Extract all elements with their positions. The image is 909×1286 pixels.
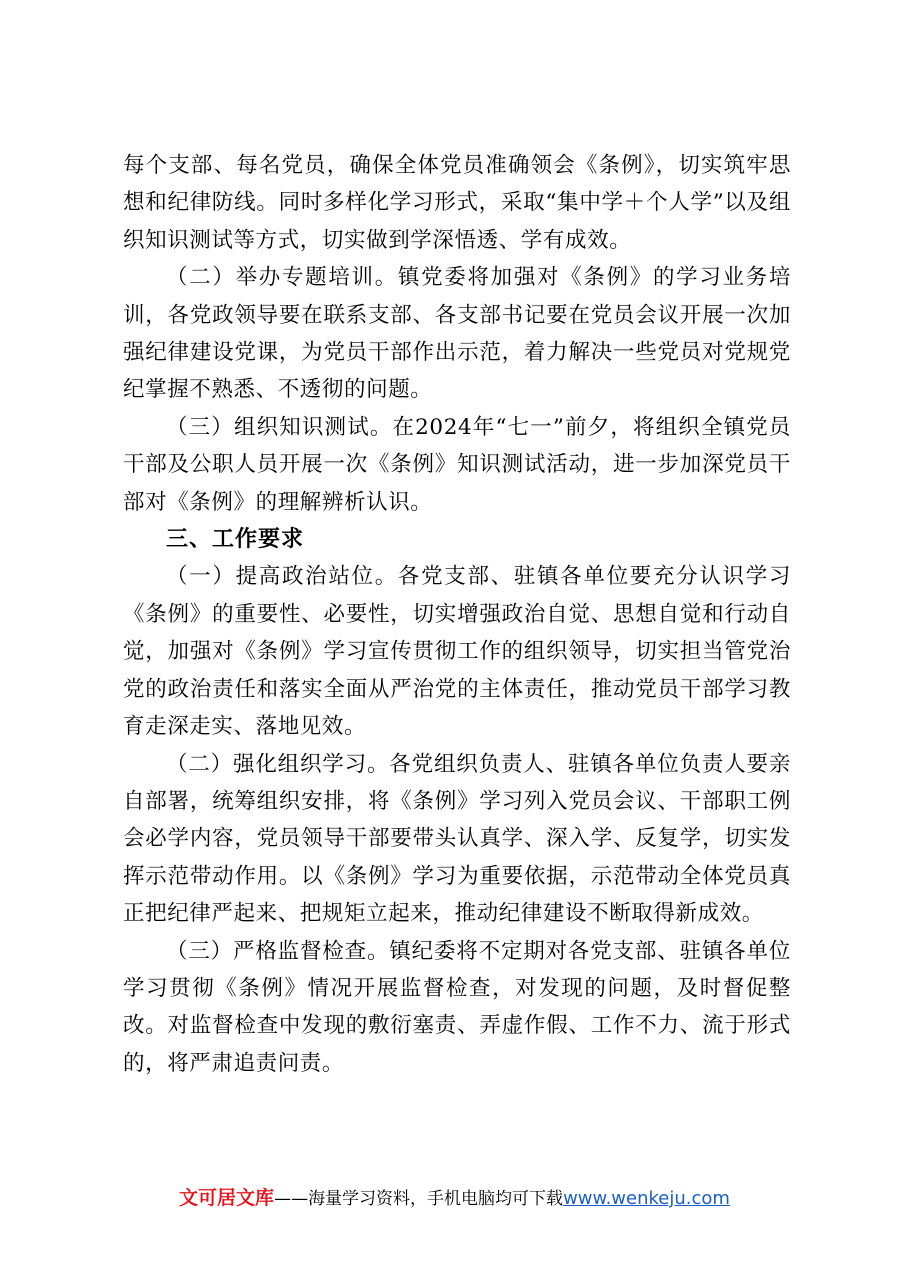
paragraph: （二）强化组织学习。各党组织负责人、驻镇各单位负责人要亲自部署，统筹组织安排，将《条例》学习列入党员会议、干部职工例会必学内容，党员领导干部要带头认真学、深入学、反复学，切实发挥示范带动作用。以《条例》学习为重要依据，示范带动全体党员真正把纪律严起来、把规矩立起来，推动纪律建设不断取得新成效。 — [123, 751, 791, 927]
paragraph: （一）提高政治站位。各党支部、驻镇各单位要充分认识学习《条例》的重要性、必要性，切实增强政治自觉、思想自觉和行动自觉，加强对《条例》学习宣传贯彻工作的组织领导，切实担当管党治党的政治责任和落实全面从严治党的主体责任，推动党员干部学习教育走深走实、落地见效。 — [123, 564, 791, 740]
paragraph: （三）组织知识测试。在2024年“七一”前夕，将组织全镇党员干部及公职人员开展一次《条例》知识测试活动，进一步加深党员干部对《条例》的理解辨析认识。 — [123, 414, 791, 515]
footer-brand: 文可居文库 — [179, 1187, 275, 1209]
footer-site-link[interactable]: www.wenkeju.com — [563, 1188, 730, 1209]
footer-slogan: ——海量学习资料，手机电脑均可下载 — [274, 1189, 564, 1209]
document-body — [123, 147, 791, 1082]
footer-banner — [0, 1183, 909, 1210]
paragraph: （二）举办专题培训。镇党委将加强对《条例》的学习业务培训，各党政领导要在联系支部、各支部书记要在党员会议开展一次加强纪律建设党课，为党员干部作出示范，着力解决一些党员对党规党纪掌握不熟悉、不透彻的问题。 — [123, 265, 791, 403]
paragraph: （三）严格监督检查。镇纪委将不定期对各党支部、驻镇各单位学习贯彻《条例》情况开展监督检查，对发现的问题，及时督促整改。对监督检查中发现的敷衍塞责、弄虚作假、工作不力、流于形式的，将严肃追责问责。 — [123, 938, 791, 1076]
paragraph: 每个支部、每名党员，确保全体党员准确领会《条例》，切实筑牢思想和纪律防线。同时多样化学习形式，采取“集中学＋个人学”以及组织知识测试等方式，切实做到学深悟透、学有成效。 — [123, 153, 791, 253]
section-heading: 三、工作要求 — [166, 527, 305, 553]
